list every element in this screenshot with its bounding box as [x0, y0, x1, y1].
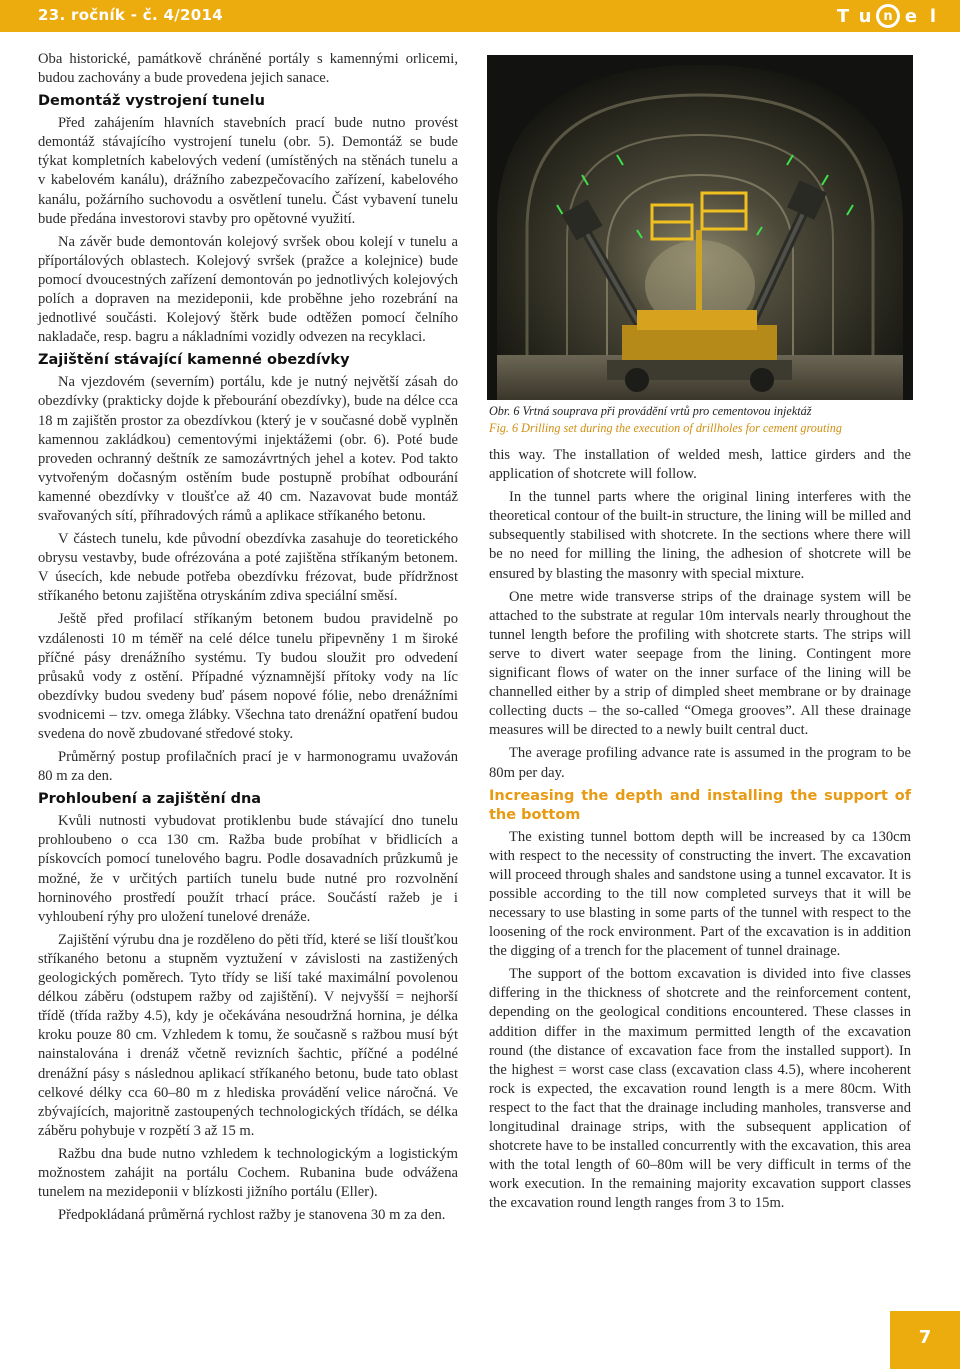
- paragraph: Na závěr bude demontován kolejový svršek obou kolejí v tunelu a příportálových oblastech. Kolejový svršek (pražce a kolejnice) bude pomocí dvoucestných zařízení demontován po jednotlivých kolejových polích a dopraven na mezideponii, kde proběhne jeho rozebrání na jednotlivé součásti. Kolejový štěrk bude odtěžen pomocí čelního nakladače, resp. bagru a nákladními vozidly odvezen na recyklaci.: [38, 233, 458, 346]
- paragraph: The existing tunnel bottom depth will be increased by ca 130cm with respect to the necessity of constructing the invert. The excavation will proceed through shales and sandstone using a tunnel excavator. It is possible according to the till now completed surveys that it will be necessary to use blasting in some parts of the tunnel with respect to the loosening of the rock environment. Part of the excavation is in addition the digging of a trench for the placement of tunnel drainage.: [489, 828, 911, 960]
- page-number-box: [890, 1311, 960, 1369]
- paragraph: Před zahájením hlavních stavebních prací bude nutno provést demontáž stávajícího vystrojení tunelu (obr. 5). Demontáž se bude týkat kompletních kabelových vedení (umístěných na stěnách tunelu a v kabelovém kanálu), drážního zabezpečovacího zařízení, kabelového kanálu, požárního suchovodu a osvětlení tunelu. Část vybavení tunelu bude předána investorovi stavby pro opětovné využití.: [38, 115, 458, 227]
- caption-english: Fig. 6 Drilling set during the execution of drillholes for cement grouting: [489, 421, 842, 435]
- logo-letter: u: [858, 5, 872, 27]
- issue-label: 23. ročník - č. 4/2014: [38, 6, 223, 24]
- page-header: [0, 0, 960, 32]
- paragraph: In the tunnel parts where the original lining interferes with the theoretical contour of the built-in structure, the lining will be milled and subsequently stabilised with shotcrete. In the sections where there will be no need for milling the lining, the adhesion of shotcrete will be ensured by blasting the masonry with special mixture.: [489, 489, 911, 582]
- paragraph: Předpokládaná průměrná rychlost ražby je stanovena 30 m za den.: [58, 1207, 446, 1224]
- paragraph: Kvůli nutnosti vybudovat protiklenbu bude stávající dno tunelu prohloubeno o cca 130 cm. Ražba bude probíhat v břidlicích a pískovcích pomocí tunelového bagru. Podle dosavadních průzkumů je možné, že v určitých partiích tunelu bude nutné pro rozvolnění horninového prostředí použít trhací práce. Součástí ražeb je i vyhloubení rýhy pro uložení tunelové drenáže.: [38, 813, 458, 925]
- paragraph: this way. The installation of welded mesh, lattice girders and the application of shotcrete will follow.: [489, 447, 911, 483]
- logo-letter: l: [929, 5, 937, 27]
- section-heading: Demontáž vystrojení tunelu: [38, 93, 265, 110]
- section-heading: Zajištění stávající kamenné obezdívky: [38, 352, 350, 369]
- paragraph: Na vjezdovém (severním) portálu, kde je nutný největší zásah do obezdívky (prakticky dojde k přebourání obezdívky), bude na délce cca 18 m zajištěn prostor za obezdívkou (který je v současné době vyplněn kamennou zakládkou) cementovými injektážemi (obr. 6). Poté bude proveden ochranný deštník ze samozávrtných jehel a kotev. Pod takto vytvořeným dočasným ostěním bude postupně probíhat odbourání kamenné obezdívky v tloušťce až 40 cm. Nazavovat bude montáž svařovaných sítí, příhradových rámů a aplikace stříkaného betonu.: [38, 374, 458, 524]
- section-heading: Prohloubení a zajištění dna: [38, 791, 262, 808]
- paragraph: Průměrný postup profilačních prací je v harmonogramu uvažován 80 m za den.: [38, 749, 458, 785]
- paragraph: Oba historické, památkově chráněné portály s kamennými orlicemi, budou zachovány a bude provedena jejich sanace.: [38, 51, 458, 87]
- logo-letter: e: [904, 5, 918, 27]
- paragraph: One metre wide transverse strips of the drainage system will be attached to the substrate at regular 10m intervals nearly throughout the tunnel length before the profiling with shotcrete starts. The strips will serve to divert water seepage from the lining. Contingent more significant flows of water on the inner surface of the lining will be channelled either by a strip of dimpled sheet membrane or by drainage collecting ducts – the so-called “Omega grooves”. All these drainage measures will be directed to a newly built central duct.: [489, 588, 911, 739]
- caption-czech: Obr. 6 Vrtná souprava při provádění vrtů pro cementovou injektáž: [489, 404, 812, 418]
- paragraph: The support of the bottom excavation is divided into five classes differing in the thickness of shotcrete and the reinforcement content, depending on the geological conditions encountered. These classes in addition differ in the maximum permitted length of the excavation round (the distance of excavation face from the installed support). In the highest = worst case class (excavation class 4.5), where incoherent rock is expected, the excavation round length is a mere 80cm. With respect to the fact that the drainage including manholes, transverse and longitudinal drainage strips, with the subsequent application of shotcrete have to be installed concurrently with the excavation, this area with the total length of 60–80m will be very difficult in terms of the work execution. In the remaining majority excavation support classes the excavation round length ranges from 3 to 15m.: [489, 966, 911, 1212]
- page-number: 7: [918, 1327, 932, 1348]
- paragraph: The average profiling advance rate is assumed in the program to be 80m per day.: [489, 745, 911, 781]
- tunnel-drilling-photo: [487, 55, 913, 400]
- tunel-logo: [832, 4, 944, 28]
- logo-letter: T: [836, 5, 850, 27]
- section-heading: Increasing the depth and installing the support of the bottom: [489, 787, 911, 823]
- right-column: [489, 446, 911, 1217]
- paragraph: Zajištění výrubu dna je rozděleno do pěti tříd, které se liší tloušťkou stříkaného betonu a stupněm vyztužení v závislosti na zastižených geologických poměrech. Tyto třídy se liší také maximální povolenou délkou záběru (odstupem ražby od zajištění). V nejvyšší = nejhorší třídě (třída ražby 4.5), kdy je očekávána nesoudržná hornina, je délka kroku pouze 80 cm. Vzhledem k tomu, že současně s ražbou musí být nainstalována i drenáž včetně revizních šachtic, příčné a podélné drenážní pásy s následnou aplikací stříkaného betonu, bude tato oblast celkové délky cca 60–80 m z hlediska provádění velice náročná. Ve zbývajících, majoritně zastoupených technologických třídách, se délka záběru pohybuje v rozpětí 3 až 15 m.: [38, 931, 458, 1139]
- paragraph: Ještě před profilací stříkaným betonem budou pravidelně po vzdálenosti 10 m téměř na celé délce tunelu připevněny 1 m široké příčné pásy drenážního systému. Ty budou sloužit pro odvedení průsaků vody z ostění. Případné významnější přítoky vody na líc obezdívky budou svedeny buď pásem nopové fólie, nebo drenážními svodnicemi – tzv. omega žlábky. Všechna tato drenážní opatření budou svedena do nově zbudované středové stoky.: [38, 611, 458, 742]
- figure-caption: [489, 403, 913, 437]
- paragraph: V částech tunelu, kde původní obezdívka zasahuje do teoretického obrysu vestavby, bude ofrézována a poté zajištěna stříkaným betonem. V úsecích, kde nebude potřeba obezdívku frézovat, bude přídržnost stříkaného betonu zajištěna otryskáním zdiva speciální směsí.: [38, 531, 458, 605]
- logo-letter: n: [876, 4, 900, 28]
- paragraph: Ražbu dna bude nutno vzhledem k technologickým a logistickým možnostem zahájit na portálu Cochem. Rubanina bude odvážena tunelem na mezideponii v blízkosti jižního portálu (Eller).: [38, 1145, 458, 1201]
- left-column: [38, 50, 458, 1229]
